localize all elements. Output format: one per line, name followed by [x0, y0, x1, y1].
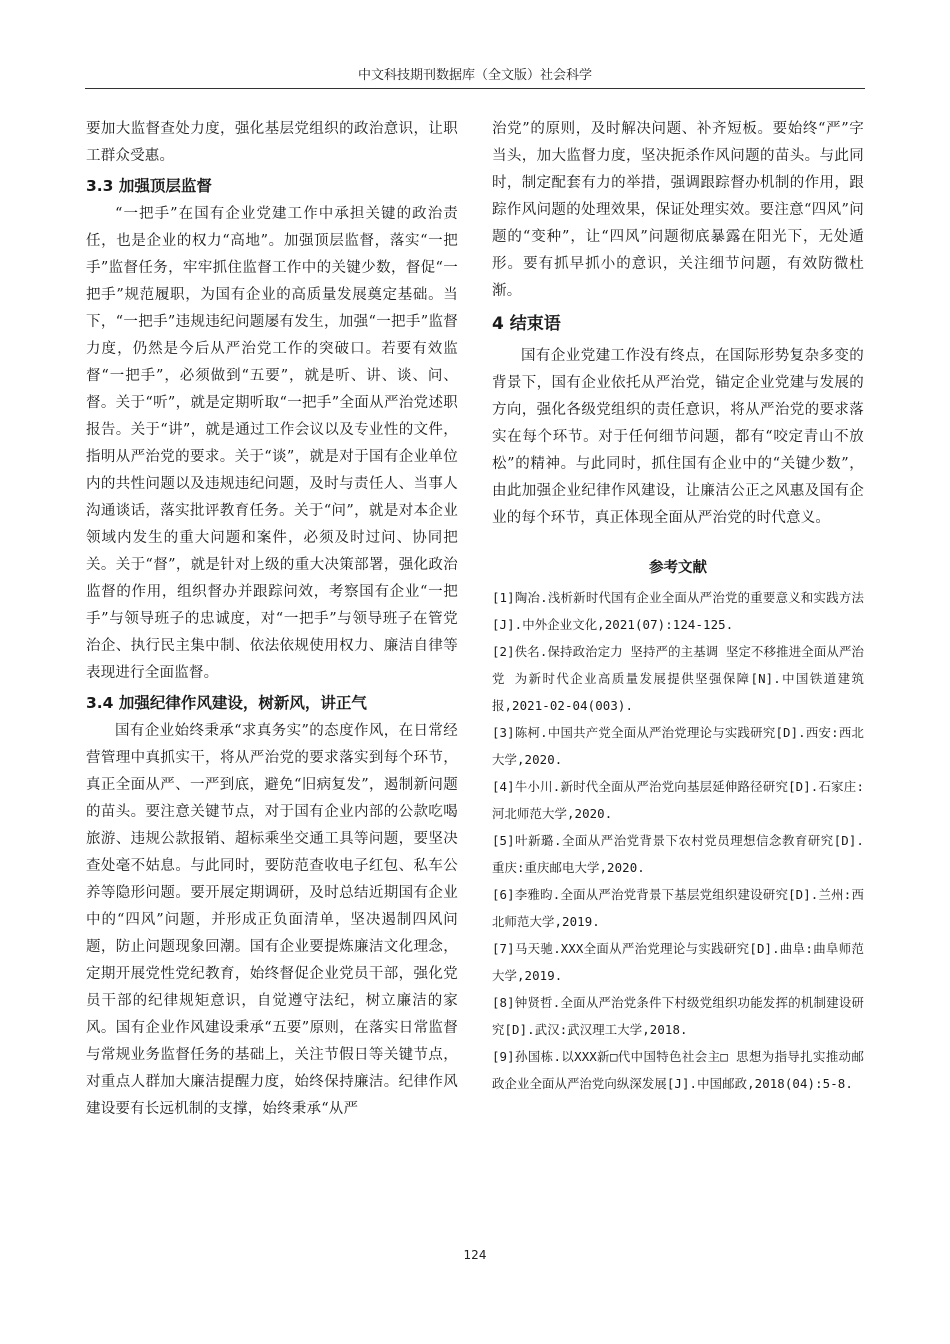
continued-paragraph: 治党”的原则，及时解决问题、补齐短板。要始终“严”字当头，加大监督力度，坚决扼杀作风问题的苗头。与此同时，制定配套有力的举措，强调跟踪督办机制的作用，跟踪作风问题的处理效果，保证处理实效。要注意“四风”问题的“变种”，让“四风”问题彻底暴露在阳光下，无处遁形。要有抓早抓小的意识，关注细节问题，有效防微杜渐。 — [492, 121, 864, 299]
reference-item: [4]牛小川.新时代全面从严治党向基层延伸路径研究[D].石家庄:河北师范大学,2020. — [492, 779, 864, 821]
header-rule — [85, 88, 865, 89]
page-number: 124 — [463, 1248, 487, 1262]
section-3-3-paragraph: “一把手”在国有企业党建工作中承担关键的政治责任，也是企业的权力“高地”。加强顶层监督，落实“一把手”监督任务，牢牢抓住监督工作中的关键少数，督促“一把手”规范履职，为国有企业的高质量发展奠定基础。当下，“一把手”违规违纪问题屡有发生，加强“一把手”监督力度，仍然是今后从严治党工作的突破口。若要有效监督“一把手”，必须做到“五要”，就是听、讲、谈、问、督。关于“听”，就是定期听取“一把手”全面从严治党述职报告。关于“讲”，就是通过工作会议以及专业性的文件，指明从严治党的要求。关于“谈”，就是对于国有企业单位内的共性问题以及违规违纪问题，及时与责任人、当事人沟通谈话，落实批评教育任务。关于“问”，就是对本企业领域内发生的重大问题和案件，必须及时过问、协同把关。关于“督”，就是针对上级的重大决策部署，强化政治监督的作用，组织督办并跟踪问效，考察国有企业“一把手”与领导班子的忠诚度，对“一把手”与领导班子在管党治企、执行民主集中制、依法依规使用权力、廉洁自律等表现进行全面监督。 — [86, 206, 458, 681]
intro-paragraph: 要加大监督查处力度，强化基层党组织的政治意识，让职工群众受惠。 — [86, 121, 458, 164]
journal-header: 中文科技期刊数据库（全文版）社会科学 — [357, 68, 592, 83]
reference-item: [2]佚名.保持政治定力 坚持严的主基调 坚定不移推进全面从严治党 为新时代企业高质量发展提供坚强保障[N].中国铁道建筑报,2021-02-04(003). — [492, 644, 864, 713]
right-column — [492, 116, 864, 1097]
references-heading: 参考文献 — [649, 560, 707, 576]
section-4-heading: 4 结束语 — [492, 314, 561, 334]
conclusion-paragraph: 国有企业党建工作没有终点，在国际形势复杂多变的背景下，国有企业依托从严治党，锚定企业党建与发展的方向，强化各级党组织的责任意识，将从严治党的要求落实在每个环节。对于任何细节问题，都有“咬定青山不放松”的精神。与此同时，抓住国有企业中的“关键少数”，由此加强企业纪律作风建设，让廉洁公正之风惠及国有企业的每个环节，真正体现全面从严治党的时代意义。 — [492, 348, 864, 526]
section-3-4-paragraph: 国有企业始终秉承“求真务实”的态度作风，在日常经营管理中真抓实干，将从严治党的要求落实到每个环节，真正全面从严、一严到底，避免“旧病复发”，遏制新问题的苗头。要注意关键节点，对于国有企业内部的公款吃喝旅游、违规公款报销、超标乘坐交通工具等问题，要坚决查处毫不姑息。与此同时，要防范查收电子红包、私车公养等隐形问题。要开展定期调研，及时总结近期国有企业中的“四风”问题，并形成正负面清单，坚决遏制四风问题，防止问题现象回潮。国有企业要提炼廉洁文化理念，定期开展党性党纪教育，始终督促企业党员干部，强化党员干部的纪律规矩意识，自觉遵守法纪，树立廉洁的家风。国有企业作风建设秉承“五要”原则，在落实日常监督与常规业务监督任务的基础上，关注节假日等关键节点，对重点人群加大廉洁提醒力度，始终保持廉洁。纪律作风建设要有长远机制的支撑，始终秉承“从严 — [86, 723, 458, 1117]
left-column — [86, 116, 458, 1123]
section-3-3-heading: 3.3 加强顶层监督 — [86, 177, 212, 195]
reference-item: [8]钟贤哲.全面从严治党条件下村级党组织功能发挥的机制建设研究[D].武汉:武汉理工大学,2018. — [492, 995, 864, 1037]
reference-item: [6]李雅昀.全面从严治党背景下基层党组织建设研究[D].兰州:西北师范大学,2019. — [492, 887, 864, 929]
reference-item: [9]孙国栋.以XXX新□代中国特色社会主□ 思想为指导扎实推动邮政企业全面从严治党向纵深发展[J].中国邮政,2018(04):5-8. — [492, 1049, 864, 1091]
references-list — [492, 584, 864, 1097]
reference-item: [5]叶新璐.全面从严治党背景下农村党员理想信念教育研究[D].重庆:重庆邮电大学,2020. — [492, 833, 864, 875]
reference-item: [7]马天驰.XXX全面从严治党理论与实践研究[D].曲阜:曲阜师范大学,2019. — [492, 941, 864, 983]
section-3-4-heading: 3.4 加强纪律作风建设，树新风，讲正气 — [86, 694, 367, 712]
reference-item: [1]陶冶.浅析新时代国有企业全面从严治党的重要意义和实践方法[J].中外企业文化,2021(07):124-125. — [492, 590, 864, 632]
reference-item: [3]陈柯.中国共产党全面从严治党理论与实践研究[D].西安:西北大学,2020. — [492, 725, 864, 767]
